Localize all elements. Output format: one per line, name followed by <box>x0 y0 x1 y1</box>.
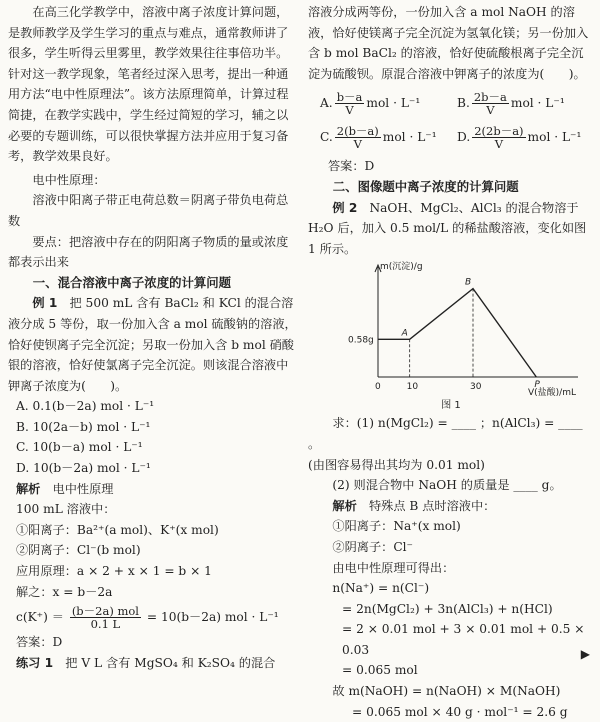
analysis1-text: 电中性原理 <box>52 481 114 496</box>
frac-c-den: V <box>353 137 362 152</box>
anion-line: ②阴离子：Cl⁻(b mol) <box>16 543 141 558</box>
analysis2-label: 解析 <box>332 498 357 513</box>
key-point: 要点：把溶液中存在的阴阳离子物质的量或浓度都表示出来 <box>8 234 289 270</box>
section1-title: 一、混合溶液中离子浓度的计算问题 <box>32 274 232 290</box>
analysis1-label: 解析 <box>16 481 41 496</box>
frac-b-num: 2b－a <box>473 90 507 105</box>
left-column <box>8 2 298 673</box>
frac-d-num: 2(2b－a) <box>474 124 524 139</box>
practice1-label: 练习 1 <box>16 655 54 670</box>
example1-options <box>8 396 298 478</box>
cation-line-2: ①阳离子：Na⁺(x mol) <box>332 519 461 534</box>
frac-option-a <box>320 87 457 119</box>
fraction-options <box>320 87 594 153</box>
analysis1 <box>8 479 298 500</box>
conc-rhs: = 10(b－2a) mol · L⁻¹ <box>146 610 279 625</box>
example1-text: 把 500 mL 含有 BaCl₂ 和 KCl 的混合溶液分成 5 等份，取一份加入含 a mol 硫酸钠的溶液，恰好使钡离子完全沉淀；另取一份加入含 b mol 硝酸银的溶液，恰好使氯离子完全沉淀。则该混合溶液中钾离子浓度为( )。 <box>8 296 297 393</box>
practice1-text: 把 V L 含有 MgSO₄ 和 K₂SO₄ 的混合 <box>65 655 276 670</box>
y-tick-label: 0.58g <box>348 335 374 346</box>
frac-c-unit: mol · L⁻¹ <box>382 130 437 145</box>
analysis2 <box>308 496 594 517</box>
anion-line-2: ②阴离子：Cl⁻ <box>332 539 413 554</box>
frac-a-den: V <box>345 103 354 118</box>
x-tick-label: 0 <box>375 382 381 393</box>
example2-text: NaOH、MgCl₂、AlCl₃ 的混合物溶于 H₂O 后，加入 0.5 mol/L 的稀盐酸溶液，变化如图 1 所示。 <box>308 200 587 256</box>
frac-option-c-fraction <box>335 125 381 150</box>
frac-option-d-fraction <box>472 125 525 150</box>
apply-line: 应用原理：a × 2 + x × 1 = b × 1 <box>16 564 212 579</box>
concentration-equation <box>8 602 298 632</box>
intro-paragraph: 在高三化学教学中，溶液中离子浓度计算问题，是教师教学及学生学习的重点与难点，通常教师讲了很多，学生听得云里雾里，教学效果往往事倍功半。针对这一教学现象，笔者经过深入思考，提出一种通用方法“电中性原理法”。该方法原理简单，计算过程简捷，在教学实践中，学生经过简短的学习，辅之以必要的专题训练，可以很快掌握方法并应用于复习备考，教学效果良好。 <box>8 5 289 164</box>
frac-option-c <box>320 121 457 153</box>
conc-numerator: (b－2a) mol <box>71 604 139 619</box>
point-label-a: A <box>401 328 408 339</box>
frac-option-b <box>457 87 594 119</box>
answer1: 答案：D <box>16 635 63 650</box>
equation-3: = 2 × 0.01 mol + 3 × 0.01 mol + 0.5 × 0.03 <box>342 622 585 657</box>
principle-title: 电中性原理： <box>32 172 106 187</box>
question1: 求：(1) n(MgCl₂) = ____ ；n(AlCl₃) = ____ 。 <box>308 416 583 451</box>
precipitate-chart <box>308 259 594 399</box>
example2-label: 例 2 <box>332 200 358 215</box>
answer2: 答案：D <box>328 159 375 174</box>
frac-d-den: V <box>494 137 504 152</box>
frac-d-unit: mol · L⁻¹ <box>527 130 582 145</box>
equation-5: 故 m(NaOH) = n(NaOH) × M(NaOH) <box>332 684 561 699</box>
equation-1: n(Na⁺) = n(Cl⁻) <box>332 581 430 596</box>
frac-c-num: 2(b－a) <box>336 124 379 139</box>
example1 <box>8 293 298 396</box>
figure-1 <box>308 259 594 399</box>
equation-2: = 2n(MgCl₂) + 3n(AlCl₃) + n(HCl) <box>342 601 553 616</box>
frac-option-d <box>457 121 594 153</box>
section2-title: 二、图像题中离子浓度的计算问题 <box>332 178 519 194</box>
example1-label: 例 1 <box>32 296 58 311</box>
practice1-continued: 溶液分成两等份，一份加入含 a mol NaOH 的溶液，恰好使镁离子完全沉淀为氢氧化镁；另一份加入含 b mol BaCl₂ 的溶液，恰好使硫酸根离子完全沉淀为硫酸钡。原混合溶液中钾离子的浓度为( )。 <box>308 5 589 81</box>
x-axis-label: V(盐酸)/mL <box>528 388 576 399</box>
hint1: (由图容易得出其均为 0.01 mol) <box>308 457 485 472</box>
frac-option-b-fraction <box>472 91 509 116</box>
derive-line: 由电中性原理可得出： <box>332 560 455 575</box>
question2: (2) 则混合物中 NaOH 的质量是 ____ g。 <box>332 478 562 493</box>
analysis2-text: 特殊点 B 点时溶液中： <box>368 498 496 513</box>
x-tick-label: 10 <box>406 382 419 393</box>
frac-b-den: V <box>486 103 495 118</box>
equation-4: = 0.065 mol <box>342 663 418 678</box>
option-a: A. 0.1(b－2a) mol · L⁻¹ <box>16 399 155 414</box>
solve-line: 解之：x = b－2a <box>16 584 113 599</box>
point-label-p: P <box>534 380 540 391</box>
conc-denominator: 0.1 L <box>90 617 121 632</box>
principle-text: 溶液中阳离子带正电荷总数＝阴离子带负电荷总数 <box>8 193 289 228</box>
frac-option-a-fraction <box>335 91 365 116</box>
frac-a-unit: mol · L⁻¹ <box>366 96 421 111</box>
practice1 <box>8 653 298 674</box>
frac-option-a-letter: A. <box>320 96 333 111</box>
option-c: C. 10(b－a) mol · L⁻¹ <box>16 440 143 455</box>
frac-option-c-letter: C. <box>320 130 333 145</box>
option-d: D. 10(b－2a) mol · L⁻¹ <box>16 461 151 476</box>
y-axis-label: m(沉淀)/g <box>380 262 423 273</box>
frac-a-num: b－a <box>336 90 363 105</box>
frac-option-d-letter: D. <box>457 130 471 145</box>
figure-caption: 图 1 <box>441 400 461 412</box>
x-tick-label: 30 <box>470 382 482 393</box>
frac-b-unit: mol · L⁻¹ <box>510 96 565 111</box>
example2 <box>308 198 594 260</box>
point-label-b: B <box>465 277 472 288</box>
conc-lhs: c(K⁺) ＝ <box>16 610 64 625</box>
cation-line: ①阳离子：Ba²⁺(a mol)、K⁺(x mol) <box>16 522 219 537</box>
equation-6: = 0.065 mol × 40 g · mol⁻¹ = 2.6 g <box>352 704 568 719</box>
continue-arrow-icon: ▶ <box>580 647 590 661</box>
frac-option-b-letter: B. <box>457 96 470 111</box>
right-column <box>308 2 594 722</box>
conc-fraction <box>70 605 141 630</box>
volume-line: 100 mL 溶液中： <box>16 502 116 517</box>
option-b: B. 10(2a－b) mol · L⁻¹ <box>16 419 151 434</box>
